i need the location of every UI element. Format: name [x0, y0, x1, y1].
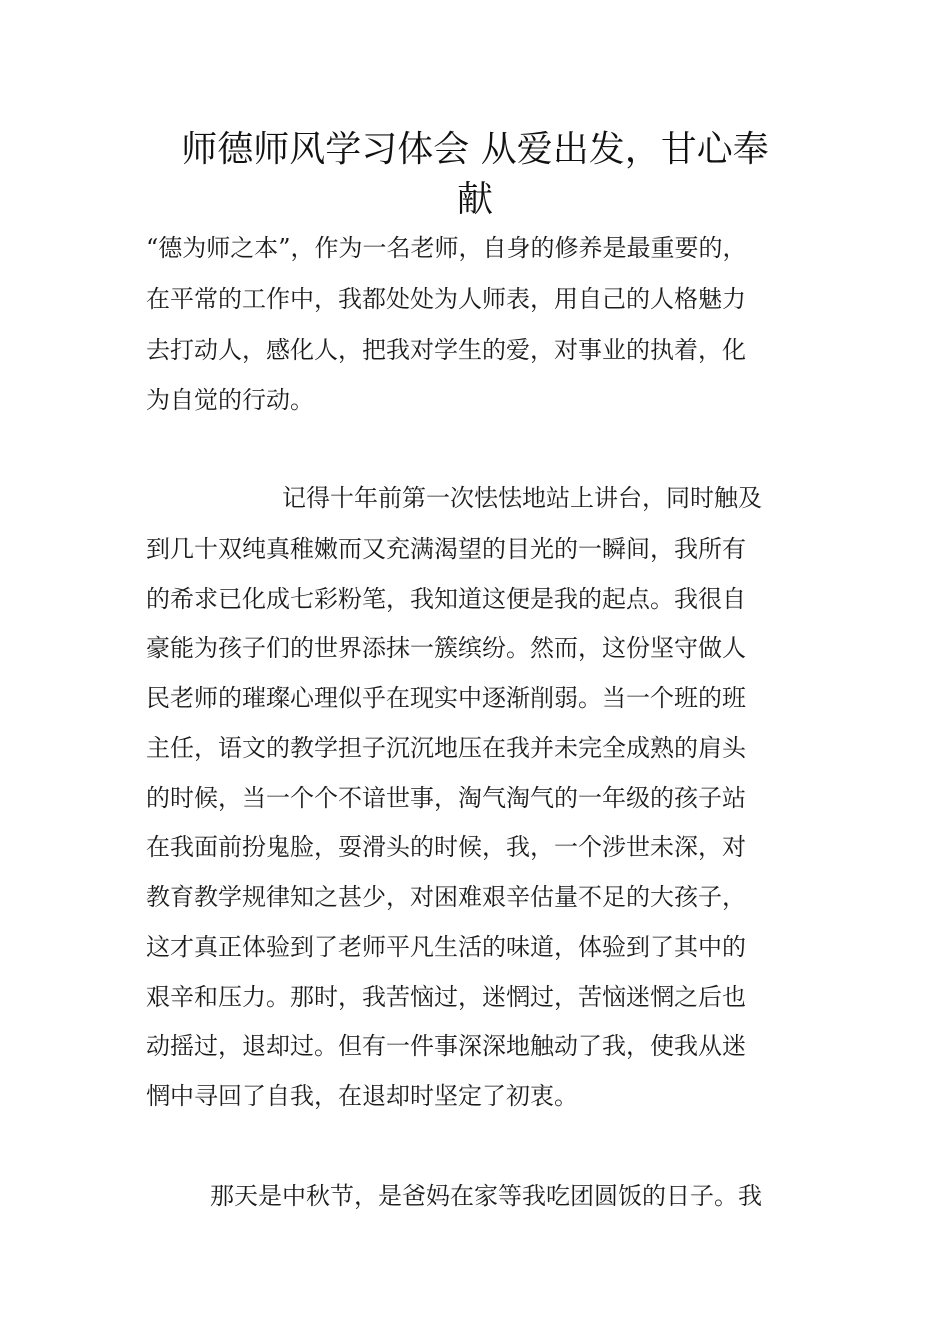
paragraph-2-line-5: 民老师的璀璨心理似乎在现实中逐渐削弱。当一个班的班: [146, 684, 746, 712]
paragraph-1-line-2: 在平常的工作中，我都处处为人师表，用自己的人格魅力: [146, 285, 746, 313]
paragraph-2-line-9: 教育教学规律知之甚少，对困难艰辛估量不足的大孩子，: [146, 883, 746, 911]
paragraph-2-line-7: 的时候，当一个个不谙世事，淘气淘气的一年级的孩子站: [146, 784, 746, 812]
paragraph-2-line-8: 在我面前扮鬼脸，耍滑头的时候，我，一个涉世未深，对: [146, 833, 746, 861]
paragraph-2-line-4: 豪能为孩子们的世界添抹一簇缤纷。然而，这份坚守做人: [146, 634, 746, 662]
paragraph-1-line-4: 为自觉的行动。: [146, 386, 314, 414]
paragraph-2-line-10: 这才真正体验到了老师平凡生活的味道，体验到了其中的: [146, 933, 746, 961]
paragraph-2-line-6: 主任，语文的教学担子沉沉地压在我并未完全成熟的肩头: [146, 734, 746, 762]
paragraph-2-line-12: 动摇过，退却过。但有一件事深深地触动了我，使我从迷: [146, 1032, 746, 1060]
paragraph-1-line-3: 去打动人，感化人，把我对学生的爱，对事业的执着，化: [146, 336, 746, 364]
paragraph-2-line-1: 记得十年前第一次怯怯地站上讲台，同时触及: [282, 484, 762, 512]
paragraph-1-line-1: “德为师之本”，作为一名老师，自身的修养是最重要的，: [146, 234, 747, 262]
paragraph-2-line-13: 惘中寻回了自我，在退却时坚定了初衷。: [146, 1082, 578, 1110]
document-title-line-1: 师德师风学习体会 从爱出发，甘心奉: [181, 129, 769, 170]
document-title-line-2: 献: [456, 179, 493, 220]
paragraph-3-line-1: 那天是中秋节，是爸妈在家等我吃团圆饭的日子。我: [210, 1182, 762, 1210]
paragraph-2-line-11: 艰辛和压力。那时，我苦恼过，迷惘过，苦恼迷惘之后也: [146, 983, 746, 1011]
paragraph-2-line-3: 的希求已化成七彩粉笔，我知道这便是我的起点。我很自: [146, 585, 746, 613]
paragraph-2-line-2: 到几十双纯真稚嫩而又充满渴望的目光的一瞬间，我所有: [146, 535, 746, 563]
